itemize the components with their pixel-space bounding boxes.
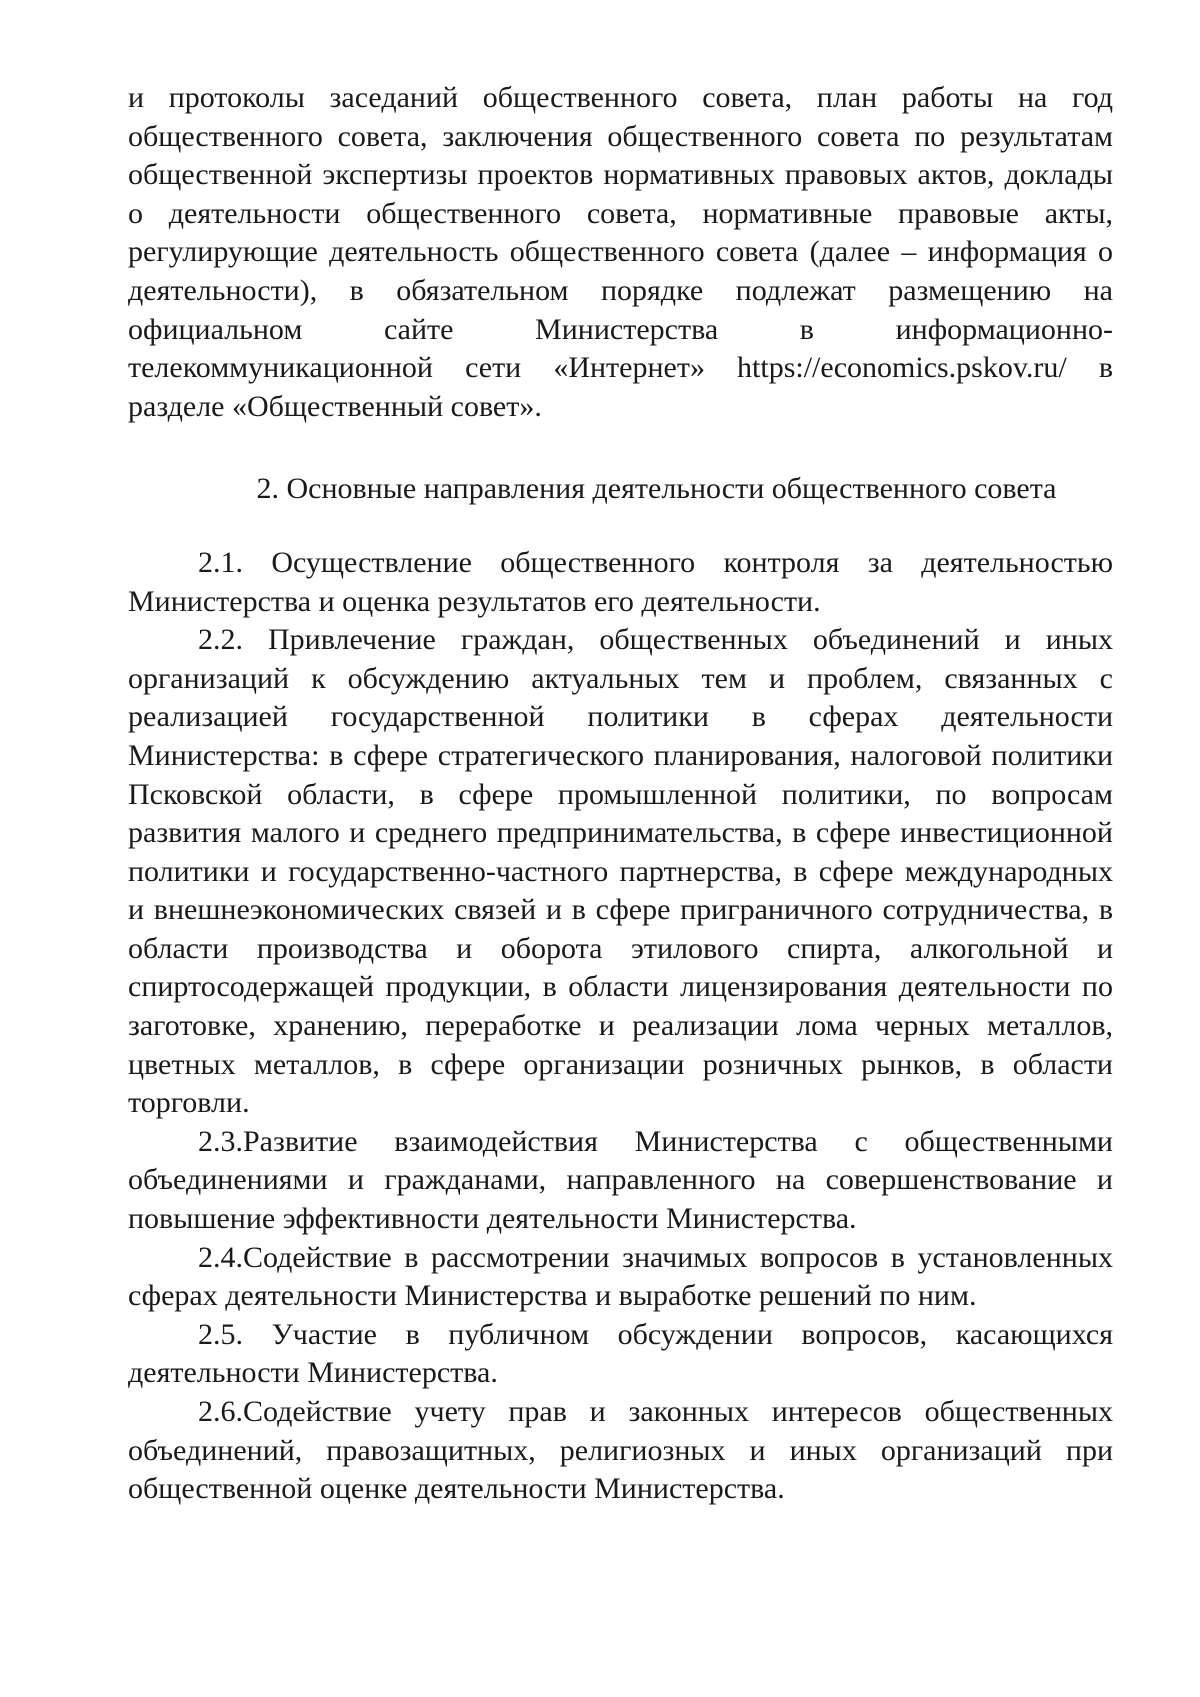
paragraph-2-5: 2.5. Участие в публичном обсуждении вопросов, касающихся деятельности Министерства. [128, 1317, 1113, 1390]
document-body [128, 79, 1113, 1509]
paragraph-2-4: 2.4.Содействие в рассмотрении значимых вопросов в установленных сферах деятельности Министерства и выработке решений по ним. [128, 1240, 1113, 1313]
spacer [128, 426, 1113, 470]
spacer [128, 509, 1113, 544]
section-heading: 2. Основные направления деятельности общественного совета [256, 472, 1057, 506]
continuation-paragraph: и протоколы заседаний общественного совета, план работы на год общественного совета, заключения общественного совета по результатам общественной экспертизы проектов нормативных правовых актов, доклады о деятельности общественного совета, нормативные правовые акты, регулирующие деятельность общественного совета (далее – информация о деятельности), в обязательном порядке подлежат размещению на официальном сайте Министерства в информационно-телекоммуникационной сети «Интернет» https://economics.pskov.ru/ в разделе «Общественный совет». [128, 81, 1113, 423]
paragraph-2-2: 2.2. Привлечение граждан, общественных объединений и иных организаций к обсуждению актуальных тем и проблем, связанных с реализацией государственной политики в сферах деятельности Министерства: в сфере стратегического планирования, налоговой политики Псковской области, в сфере промышленной политики, по вопросам развития малого и среднего предпринимательства, в сфере инвестиционной политики и государственно-частного партнерства, в сфере международных и внешнеэкономических связей и в сфере приграничного сотрудничества, в области производства и оборота этилового спирта, алкогольной и спиртосодержащей продукции, в области лицензирования деятельности по заготовке, хранению, переработке и реализации лома черных металлов, цветных металлов, в сфере организации розничных рынков, в области торговли. [128, 623, 1113, 1120]
paragraph-2-6: 2.6.Содействие учету прав и законных интересов общественных объединений, правозащитных, религиозных и иных организаций при общественной оценке деятельности Министерства. [128, 1395, 1113, 1506]
paragraph-2-1: 2.1. Осуществление общественного контроля за деятельностью Министерства и оценка результатов его деятельности. [128, 545, 1113, 618]
paragraph-2-3: 2.3.Развитие взаимодействия Министерства с общественными объединениями и гражданами, направленного на совершенствование и повышение эффективности деятельности Министерства. [128, 1124, 1113, 1236]
